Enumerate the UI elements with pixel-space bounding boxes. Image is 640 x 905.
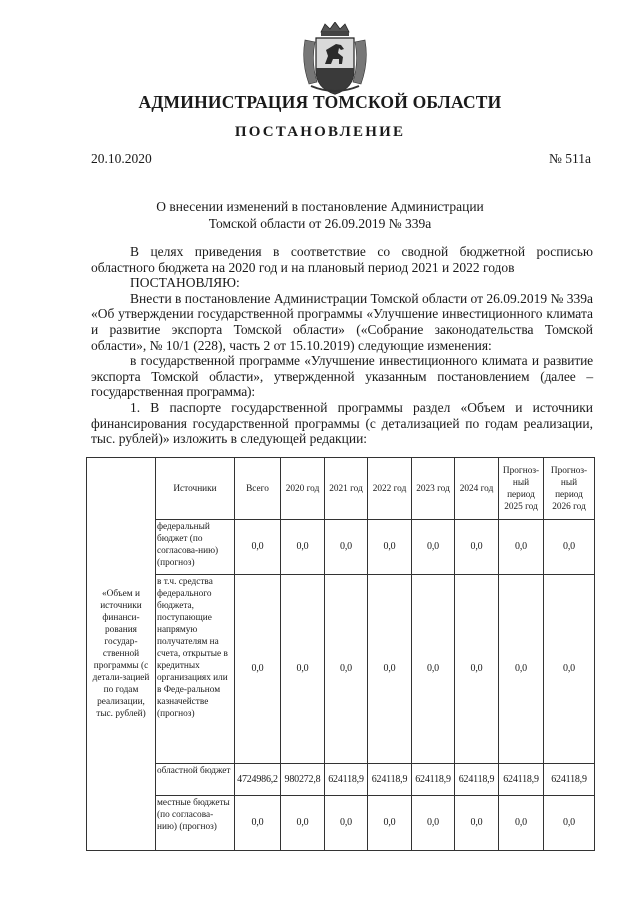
value-cell: 624118,9 bbox=[325, 764, 368, 796]
source-cell: областной бюджет bbox=[156, 764, 235, 796]
header-cell: 2023 год bbox=[412, 458, 455, 520]
value-cell: 0,0 bbox=[281, 520, 325, 575]
value-cell: 624118,9 bbox=[455, 764, 499, 796]
value-cell: 0,0 bbox=[235, 796, 281, 851]
source-cell: местные бюджеты (по согласова-нию) (прогноз) bbox=[156, 796, 235, 851]
value-cell: 0,0 bbox=[455, 796, 499, 851]
table-row bbox=[87, 575, 595, 764]
financing-table bbox=[86, 457, 595, 851]
value-cell: 0,0 bbox=[281, 796, 325, 851]
value-cell: 0,0 bbox=[281, 575, 325, 764]
value-cell: 0,0 bbox=[412, 575, 455, 764]
value-cell: 0,0 bbox=[412, 520, 455, 575]
value-cell: 0,0 bbox=[325, 575, 368, 764]
subject-line-2: Томской области от 26.09.2019 № 339а bbox=[208, 216, 432, 231]
value-cell: 624118,9 bbox=[368, 764, 412, 796]
coat-of-arms-icon bbox=[301, 22, 369, 97]
row-label-cell: «Объем и источники финанси-рования государ-ственной программы (с детали-зацией по годам реализации, тыс. рублей) bbox=[87, 458, 156, 851]
document-date: 20.10.2020 bbox=[91, 151, 152, 166]
value-cell: 0,0 bbox=[499, 796, 544, 851]
header-cell: Прогноз-ный период 2025 год bbox=[499, 458, 544, 520]
value-cell: 0,0 bbox=[325, 520, 368, 575]
value-cell: 624118,9 bbox=[412, 764, 455, 796]
document-number: № 511а bbox=[549, 151, 591, 166]
value-cell: 0,0 bbox=[544, 575, 595, 764]
paragraph-program: в государственной программе «Улучшение инвестиционного климата и развитие экспорта Томской области», утвержденной указанным постановлением (далее – государственная программа): bbox=[91, 353, 593, 400]
value-cell: 0,0 bbox=[499, 575, 544, 764]
value-cell: 0,0 bbox=[544, 520, 595, 575]
table-header-row bbox=[87, 458, 595, 520]
table-row bbox=[87, 764, 595, 796]
document-type: ПОСТАНОВЛЕНИЕ bbox=[234, 124, 406, 140]
document-body bbox=[91, 244, 593, 447]
source-cell: в т.ч. средства федерального бюджета, поступающие напрямую получателям на счета, открытые в кредитных организациях или в Феде-ральном казначействе (прогноз) bbox=[156, 575, 235, 764]
table-row bbox=[87, 520, 595, 575]
value-cell: 0,0 bbox=[544, 796, 595, 851]
header-cell: Всего bbox=[235, 458, 281, 520]
value-cell: 0,0 bbox=[368, 575, 412, 764]
value-cell: 0,0 bbox=[412, 796, 455, 851]
document-subject bbox=[0, 198, 640, 232]
value-cell: 4724986,2 bbox=[235, 764, 281, 796]
value-cell: 0,0 bbox=[499, 520, 544, 575]
value-cell: 0,0 bbox=[235, 520, 281, 575]
value-cell: 624118,9 bbox=[499, 764, 544, 796]
agency-name: АДМИНИСТРАЦИЯ ТОМСКОЙ ОБЛАСТИ bbox=[138, 92, 502, 112]
subject-line-1: О внесении изменений в постановление Администрации bbox=[156, 199, 484, 214]
header-cell: Прогноз-ный период 2026 год bbox=[544, 458, 595, 520]
header-cell: 2022 год bbox=[368, 458, 412, 520]
header-cell: 2020 год bbox=[281, 458, 325, 520]
source-cell: федеральный бюджет (по согласова-нию) (прогноз) bbox=[156, 520, 235, 575]
value-cell: 624118,9 bbox=[544, 764, 595, 796]
header-cell: 2021 год bbox=[325, 458, 368, 520]
value-cell: 0,0 bbox=[235, 575, 281, 764]
value-cell: 0,0 bbox=[455, 520, 499, 575]
paragraph-resolve: ПОСТАНОВЛЯЮ: bbox=[130, 275, 240, 291]
value-cell: 0,0 bbox=[368, 796, 412, 851]
value-cell: 0,0 bbox=[325, 796, 368, 851]
value-cell: 0,0 bbox=[455, 575, 499, 764]
table-row bbox=[87, 796, 595, 851]
value-cell: 0,0 bbox=[368, 520, 412, 575]
header-cell: Источники bbox=[156, 458, 235, 520]
paragraph-amendment: Внести в постановление Администрации Томской области от 26.09.2019 № 339а «Об утверждении государственной программы «Улучшение инвестиционного климата и развитие экспорта Томской области» («Собрание законодательства Томской области», № 10/1 (228), часть 2 от 15.10.2019) следующие изменения: bbox=[91, 290, 594, 353]
paragraph-item-1: 1. В паспорте государственной программы раздел «Объем и источники финансирования государственной программы (с детализацией по годам реализации, тыс. рублей)» изложить в следующей редакции: bbox=[91, 399, 593, 447]
header-cell: 2024 год bbox=[455, 458, 499, 520]
value-cell: 980272,8 bbox=[281, 764, 325, 796]
paragraph-preamble: В целях приведения в соответствие со сводной бюджетной росписью областного бюджета на 2020 год и на плановый период 2021 и 2022 годов bbox=[91, 244, 593, 275]
